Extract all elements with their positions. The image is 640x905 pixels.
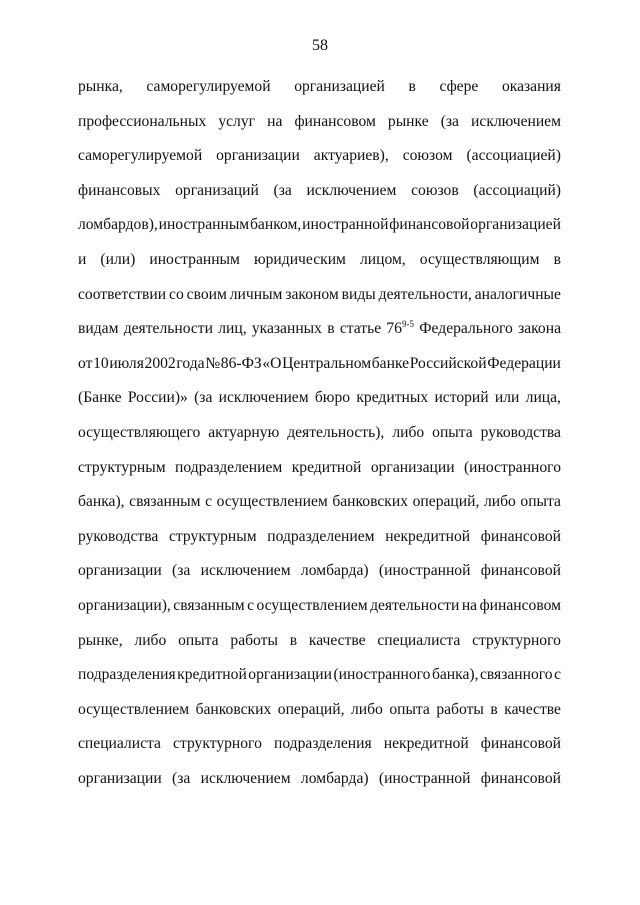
- text-line: [78, 215, 561, 250]
- word: либо: [350, 700, 383, 718]
- page-number: 58: [312, 37, 328, 54]
- word: подразделением: [267, 527, 375, 545]
- word: осуществляющим: [419, 250, 540, 268]
- word: лицом,: [359, 250, 406, 268]
- word: (или): [100, 250, 136, 268]
- word: исключением: [471, 112, 561, 130]
- word: специалиста: [78, 735, 161, 753]
- word: структурного: [472, 631, 561, 649]
- word: опыта: [520, 493, 561, 511]
- word: 2002: [144, 354, 176, 372]
- word: со: [169, 285, 184, 303]
- word: своим: [186, 285, 227, 303]
- word: банка),: [431, 666, 479, 684]
- word: качестве: [504, 700, 561, 718]
- article-superscript: 9-5: [401, 319, 414, 330]
- word: структурного: [173, 735, 262, 753]
- text-line: [78, 700, 561, 735]
- word: банковских: [332, 493, 409, 511]
- word: актуарную: [208, 423, 280, 441]
- word: ломбардов),: [78, 216, 158, 234]
- word: 10: [93, 354, 109, 372]
- word: (за: [273, 181, 292, 199]
- word: в: [490, 700, 498, 718]
- text-line: [78, 388, 561, 423]
- word: банковских: [195, 700, 272, 718]
- word: связанного: [479, 666, 553, 684]
- word: руководства: [78, 527, 159, 545]
- word: с: [554, 666, 561, 684]
- text-line: [78, 458, 561, 493]
- word: саморегулируемой: [146, 78, 271, 95]
- word: июля: [109, 354, 144, 372]
- word: специалиста: [377, 631, 461, 649]
- word: подразделением: [175, 458, 283, 476]
- word: рынке,: [78, 631, 123, 649]
- word: иностранным: [149, 250, 240, 268]
- word: лица,: [525, 389, 561, 407]
- text-line: [78, 285, 561, 320]
- word: осуществлением: [256, 596, 368, 614]
- word: организации: [370, 458, 455, 476]
- word: качестве: [308, 631, 366, 649]
- word: опыта: [389, 700, 430, 718]
- word: финансовом: [294, 112, 376, 130]
- word: России)»: [127, 389, 188, 407]
- word: банка),: [78, 493, 125, 511]
- text-line: [78, 631, 561, 666]
- word: работы: [436, 700, 484, 718]
- word: рынке: [387, 112, 429, 130]
- text-line: [78, 596, 561, 631]
- word: с: [247, 596, 255, 614]
- word: соответствии: [78, 285, 167, 303]
- word: закона: [518, 320, 561, 338]
- word: Федерации: [487, 354, 561, 372]
- word: на: [267, 112, 283, 130]
- word: союзом: [402, 147, 453, 165]
- word: союзов: [411, 181, 459, 199]
- word: (Банке: [78, 389, 122, 407]
- text-line: [78, 423, 561, 458]
- word: (ассоциацией): [466, 147, 561, 165]
- word: (за: [194, 389, 213, 407]
- word: исключением: [200, 769, 291, 787]
- word: историй: [434, 389, 489, 407]
- word: деятельности,: [378, 285, 472, 303]
- word: организацией: [294, 78, 385, 95]
- word: Российской: [409, 354, 487, 372]
- word: на: [461, 596, 478, 614]
- text-line: [78, 492, 561, 527]
- word: саморегулируемой: [78, 147, 203, 165]
- word: оказания: [501, 78, 561, 95]
- word: кредитной: [177, 666, 247, 684]
- word: некредитной: [385, 527, 471, 545]
- word: банке: [371, 354, 410, 372]
- text-line: [78, 665, 561, 700]
- word: (ассоциаций): [473, 181, 561, 199]
- word: лиц,: [218, 320, 247, 338]
- word: организации: [216, 147, 300, 165]
- word: финансовом: [479, 596, 561, 614]
- text-line: [78, 250, 561, 285]
- article-number: 76: [386, 320, 402, 338]
- word: либо: [483, 493, 516, 511]
- word: деятельности: [123, 320, 213, 338]
- word: либо: [392, 423, 425, 441]
- word: работы: [230, 631, 278, 649]
- text-line: [78, 527, 561, 562]
- word: организации: [78, 769, 162, 787]
- article-reference: [386, 319, 414, 339]
- word: бюро: [314, 389, 351, 407]
- word: статье: [339, 320, 382, 338]
- word: в: [289, 631, 298, 649]
- word: (иностранного: [333, 666, 431, 684]
- word: связанным: [129, 493, 201, 511]
- word: организации: [78, 562, 162, 580]
- word: указанных: [251, 320, 322, 338]
- word: исключением: [218, 389, 309, 407]
- text-line: [78, 769, 561, 804]
- word: осуществлением: [216, 493, 328, 511]
- word: в: [327, 320, 335, 338]
- text-line: [78, 146, 561, 181]
- word: аналогичные: [474, 285, 561, 303]
- word: исключением: [306, 181, 397, 199]
- word: в: [408, 78, 416, 95]
- text-line: [78, 561, 561, 596]
- word: некредитной: [383, 735, 469, 753]
- text-line: [78, 77, 561, 112]
- word: опыта: [178, 631, 219, 649]
- word: финансовой: [480, 562, 561, 580]
- word: иностранным: [158, 216, 250, 234]
- word: актуариев),: [313, 147, 389, 165]
- word: профессиональных: [78, 112, 207, 130]
- word: кредитных: [356, 389, 429, 407]
- word: от: [78, 354, 93, 372]
- word: структурным: [169, 527, 257, 545]
- text-line: [78, 354, 561, 389]
- word: организации),: [78, 596, 171, 614]
- word: осуществлением: [78, 700, 190, 718]
- word: (за: [172, 562, 191, 580]
- word: (иностранного: [463, 458, 561, 476]
- word: (за: [172, 769, 191, 787]
- text-line: [78, 181, 561, 216]
- word: подразделения: [273, 735, 372, 753]
- word: в: [553, 250, 561, 268]
- word: «О: [262, 354, 282, 372]
- word: опыта: [432, 423, 473, 441]
- word: или: [494, 389, 520, 407]
- word: рынка,: [78, 78, 123, 95]
- word: (иностранной: [378, 562, 471, 580]
- word: организацией: [470, 216, 561, 234]
- word: сфере: [439, 78, 479, 95]
- word: связанным: [173, 596, 245, 614]
- word: исключением: [200, 562, 291, 580]
- word: иностранной: [302, 216, 389, 234]
- word: финансовых: [78, 181, 161, 199]
- word: виды: [341, 285, 376, 303]
- word: подразделения: [78, 666, 176, 684]
- word: организаций: [175, 181, 259, 199]
- word: года: [176, 354, 205, 372]
- word: личным: [229, 285, 283, 303]
- word: с: [205, 493, 213, 511]
- word: операций,: [277, 700, 345, 718]
- text-line: [78, 319, 561, 354]
- word: ломбарда): [300, 562, 369, 580]
- word: 86-ФЗ: [220, 354, 262, 372]
- word: операций,: [412, 493, 480, 511]
- text-line: [78, 112, 561, 147]
- word: кредитной: [291, 458, 362, 476]
- word: Федерального: [419, 320, 513, 338]
- word: структурным: [78, 458, 166, 476]
- word: организации: [248, 666, 332, 684]
- word: финансовой: [480, 735, 561, 753]
- word: №: [205, 354, 221, 372]
- word: Центральном: [282, 354, 372, 372]
- word: деятельности: [370, 596, 460, 614]
- word: либо: [134, 631, 167, 649]
- word: и: [78, 250, 87, 268]
- word: финансовой: [480, 527, 561, 545]
- word: услуг: [218, 112, 256, 130]
- document-body: [78, 77, 561, 803]
- word: (за: [440, 112, 459, 130]
- word: юридическим: [253, 250, 346, 268]
- word: (иностранной: [378, 769, 471, 787]
- word: законом: [285, 285, 339, 303]
- word: финансовой: [480, 769, 561, 787]
- word: финансовой: [389, 216, 470, 234]
- word: деятельность),: [287, 423, 385, 441]
- word: руководства: [480, 423, 561, 441]
- word: банком,: [250, 216, 302, 234]
- word: ломбарда): [300, 769, 369, 787]
- text-line: [78, 734, 561, 769]
- word: видам: [78, 320, 119, 338]
- word: осуществляющего: [78, 423, 201, 441]
